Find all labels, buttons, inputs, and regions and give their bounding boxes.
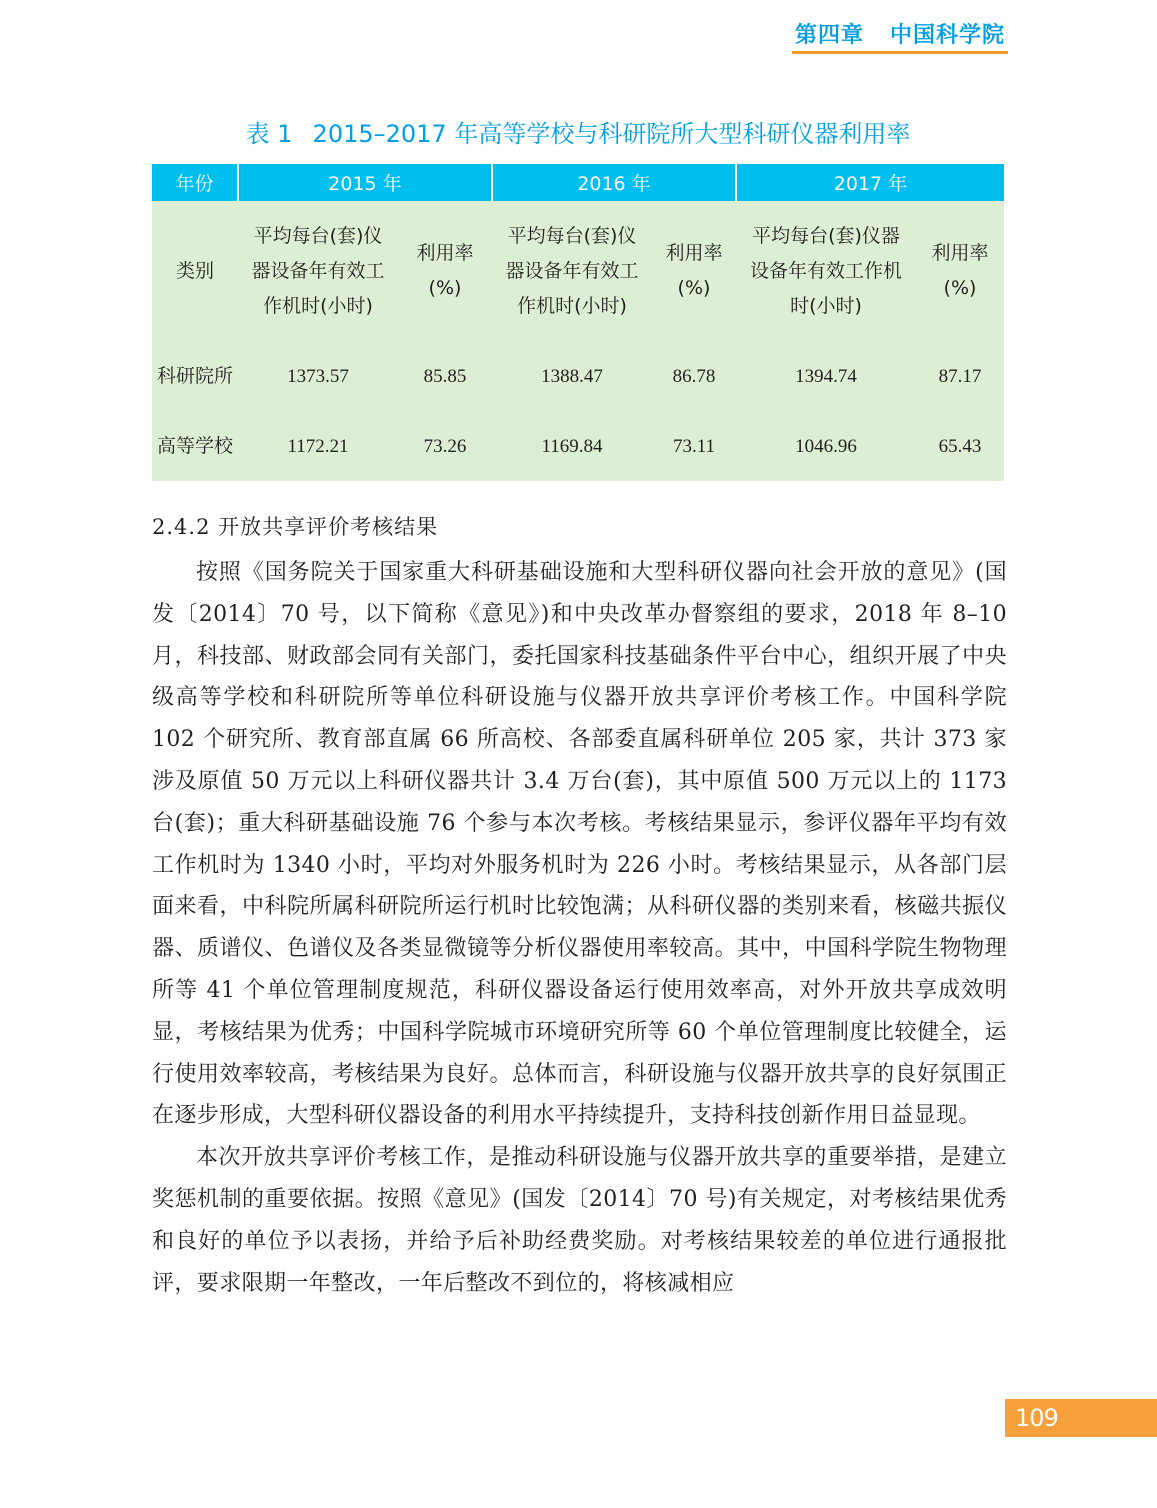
- subheader-2017-hours: 平均每台(套)仪器设备年有效工作机时(小时): [749, 224, 902, 317]
- table-row: [152, 341, 1004, 411]
- header-year: 年份: [152, 164, 238, 201]
- cell-hours-2015: 1172.21: [287, 435, 349, 457]
- cell-rate-2016: 73.11: [672, 435, 716, 457]
- table-header-row: [152, 164, 1004, 201]
- subheader-2015-rate: 利用率(%): [416, 242, 474, 299]
- cell-hours-2017: 1394.74: [795, 365, 857, 387]
- subheader-2017-rate: 利用率(%): [931, 242, 989, 299]
- chapter-title: 中国科学院: [889, 23, 1005, 48]
- page-number-tab: [1005, 1399, 1157, 1437]
- cell-rate-2015: 85.85: [423, 365, 467, 387]
- table-row: [152, 411, 1004, 481]
- cell-rate-2017: 87.17: [938, 365, 982, 387]
- subheader-2016-hours: 平均每台(套)仪器设备年有效工作机时(小时): [505, 224, 639, 317]
- paragraph: 本次开放共享评价考核工作，是推动科研设施与仪器开放共享的重要举措，是建立奖惩机制的重要依据。按照《意见》(国发〔2014〕70 号)有关规定，对考核结果优秀和良好的单位予以表扬，并给予后补助经费奖励。对考核结果较差的单位进行通报批评，要求限期一年整改，一年后整改不到位的，将核减相应: [152, 1145, 1007, 1296]
- cell-hours-2017: 1046.96: [795, 435, 857, 457]
- cell-hours-2016: 1169.84: [541, 435, 603, 457]
- cell-rate-2015: 73.26: [423, 435, 467, 457]
- chapter-number: 第四章: [794, 23, 864, 48]
- row-category: 高等学校: [156, 434, 233, 457]
- table-caption: [152, 114, 1004, 149]
- cell-rate-2017: 65.43: [938, 435, 982, 457]
- section-heading: 2.4.2 开放共享评价考核结果: [152, 515, 439, 539]
- utilization-table: [152, 164, 1004, 481]
- cell-hours-2016: 1388.47: [541, 365, 603, 387]
- page-number: 109: [1015, 1404, 1058, 1432]
- header-2016: 2016 年: [492, 164, 736, 201]
- subheader-2016-rate: 利用率(%): [665, 242, 723, 299]
- cell-hours-2015: 1373.57: [287, 365, 349, 387]
- subheader-2015-hours: 平均每台(套)仪器设备年有效工作机时(小时): [251, 224, 385, 317]
- paragraph: 按照《国务院关于国家重大科研基础设施和大型科研仪器向社会开放的意见》(国发〔2014〕70 号，以下简称《意见》)和中央改革办督察组的要求，2018 年 8–10 月，科技部、财政部会同有关部门，委托国家科技基础条件平台中心，组织开展了中央级高等学校和科研院所等单位科研设施与仪器开放共享评价考核工作。中国科学院 102 个研究所、教育部直属 66 所高校、各部委直属科研单位 205 家，共计 373 家涉及原值 50 万元以上科研仪器共计 3.4 万台(套)，其中原值 500 万元以上的 1173 台(套)；重大科研基础设施 76 个参与本次考核。考核结果显示，参评仪器年平均有效工作机时为 1340 小时，平均对外服务机时为 226 小时。考核结果显示，从各部门层面来看，中科院所属科研院所运行机时比较饱满；从科研仪器的类别来看，核磁共振仪器、质谱仪、色谱仪及各类显微镜等分析仪器使用率较高。其中，中国科学院生物物理所等 41 个单位管理制度规范，科研仪器设备运行使用效率高，对外开放共享成效明显，考核结果为优秀；中国科学院城市环境研究所等 60 个单位管理制度比较健全，运行使用效率较高，考核结果为良好。总体而言，科研设施与仪器开放共享的良好氛围正在逐步形成，大型科研仪器设备的利用水平持续提升，支持科技创新作用日益显现。: [152, 560, 1007, 1129]
- chapter-underline: [792, 51, 1008, 54]
- header-2015: 2015 年: [238, 164, 492, 201]
- chapter-header: [795, 18, 1005, 49]
- cell-rate-2016: 86.78: [672, 365, 716, 387]
- body-text: [152, 552, 1007, 1304]
- subheader-category: 类别: [175, 259, 214, 282]
- table-title: 2015–2017 年高等学校与科研院所大型科研仪器利用率: [312, 120, 911, 148]
- table-subheader-row: [152, 201, 1004, 341]
- header-2017: 2017 年: [736, 164, 1004, 201]
- row-category: 科研院所: [156, 364, 233, 387]
- table-label: 表 1: [245, 120, 293, 148]
